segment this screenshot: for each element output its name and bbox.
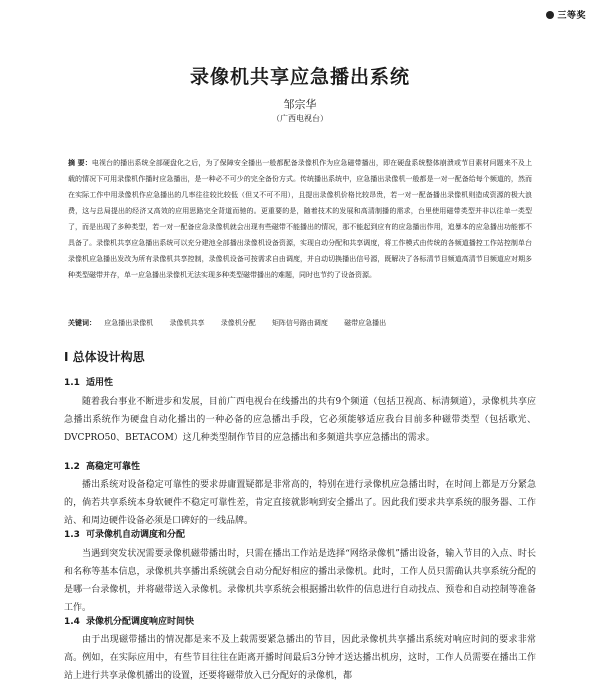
- keyword-item: 应急播出录像机: [104, 319, 154, 327]
- subsection-heading: [64, 375, 113, 388]
- abstract: [68, 155, 532, 283]
- author-name: 邹宗华: [283, 98, 317, 111]
- paragraph: 随着我台事业不断进步和发展，目前广西电视台在线播出的共有9个频道（包括卫视高、标清频道），录像机共享应急播出系统作为硬盘自动化播出的一种必备的应急播出手段，它必须能够适应我台目前多种磁带类型（包括歌光、DVCPRO50、BETACOM）这几种类型制作节目的应急播出和多频道共享应急播出的需求。: [64, 397, 536, 443]
- keywords-label: 关键词：: [68, 319, 96, 327]
- keyword-item: 录像机分配: [220, 319, 256, 327]
- subsection-number: 1.1: [64, 378, 80, 388]
- subsection-number: 1.3: [64, 530, 80, 540]
- paper-title: 录像机共享应急播出系统: [189, 66, 410, 88]
- subsection-title: 适用性: [85, 378, 113, 388]
- award-label: 三等奖: [557, 11, 586, 21]
- section-heading: I 总体设计构思: [64, 350, 145, 364]
- award-icon: [546, 11, 554, 19]
- award-badge: [546, 8, 586, 21]
- subsection-heading: [64, 459, 140, 472]
- keyword-item: 矩阵信号路由调度: [271, 319, 328, 327]
- paragraph: 播出系统对设备稳定可靠性的要求毋庸置疑都是非常高的，特别在进行录像机应急播出时，在时间上都是万分紧急的，倘若共享系统本身软硬件不稳定可靠性差，肯定直接就影响到安全播出了。因此我们要求共享系统的服务器、工作站、和周边硬件设备必须是口碑好的一线品牌。: [64, 480, 536, 526]
- subsection-heading: [64, 527, 185, 540]
- subsection-number: 1.4: [64, 617, 80, 627]
- abstract-label: 摘 要：: [68, 159, 92, 167]
- subsection-number: 1.2: [64, 462, 80, 472]
- paragraph: 当遇到突发状况需要录像机磁带播出时，只需在播出工作站是选择“网络录像机”播出设备，输入节目的入点、时长和名称等基本信息，录像机共享播出系统就会自动分配好相应的播出录像机。此时，工作人员只需确认共享系统分配的是哪一台录像机，并将磁带送入录像机。录像机共享系统会根据播出软件的信息进行自动找点、预卷和自动控制等准备工作。: [64, 549, 536, 613]
- subsection-title: 录像机分配调度响应时间快: [85, 617, 194, 627]
- subsection-heading: [64, 614, 194, 627]
- paragraph: 由于出现磁带播出的情况都是来不及上载需要紧急播出的节目，因此录像机共享播出系统对响应时间的要求非常高。例如，在实际应用中，有些节目往往在距离开播时间最后3分钟才送达播出机房，这时，工作人员需要在播出工作站上进行共享录像机播出的设置，还要将磁带放入已分配好的录像机，都: [64, 635, 536, 681]
- subsection-title: 可录像机自动调度和分配: [85, 530, 185, 540]
- abstract-text: 电视台的播出系统全部硬盘化之后，为了保障安全播出一般都配备录像机作为应急磁带播出，即在硬盘系统整体崩溃或节目素材问题来不及上载的情况下可用录像机作播时应急播出，是一种必不可少的完全备份方式。传统播出系统中，应急播出录像机一般都是一对一配备给每个频道的，然而在实际工作中用录像机作应急播出的几率往往较比较低（但又不可不用），且提出录像机价格比较昂贵，若一对一配备播出录像机则造成资源的极大浪费，这与总局提出的经济又高效的应用思路完全背道而驰的。更重要的是，随着技术的发展和高清制播的需求，台里使用磁带类型并非以往单一类型了，而是出现了多种类型，若一对一配备应急录像机就会出现有些磁带不能播出的情况，那不能起到应有的应急播出作用，追暴本的应急播出功能都不具备了。录像机共享应急播出系统可以充分建池全部播出录像机设备资源，实现自动分配和共享调度，将工作模式由传统的各频道播控工作站控制单台录像机应急播出发改为所有录像机共享控制，录像机设备可按需求自由调度，并自动切换播出信号源，既解决了各标清节目频道高清节目频道应对期多种类型磁带并存，单一应急播出录像机无法实现多种类型磁带播出的难题，同时也节约了设备资源。: [68, 159, 533, 279]
- author-affiliation: （广西电视台）: [272, 114, 328, 123]
- keyword-item: 录像机共享: [169, 319, 205, 327]
- subsection-title: 高稳定可靠性: [85, 462, 140, 472]
- keyword-item: 磁带应急播出: [344, 319, 387, 327]
- keywords: [68, 317, 532, 329]
